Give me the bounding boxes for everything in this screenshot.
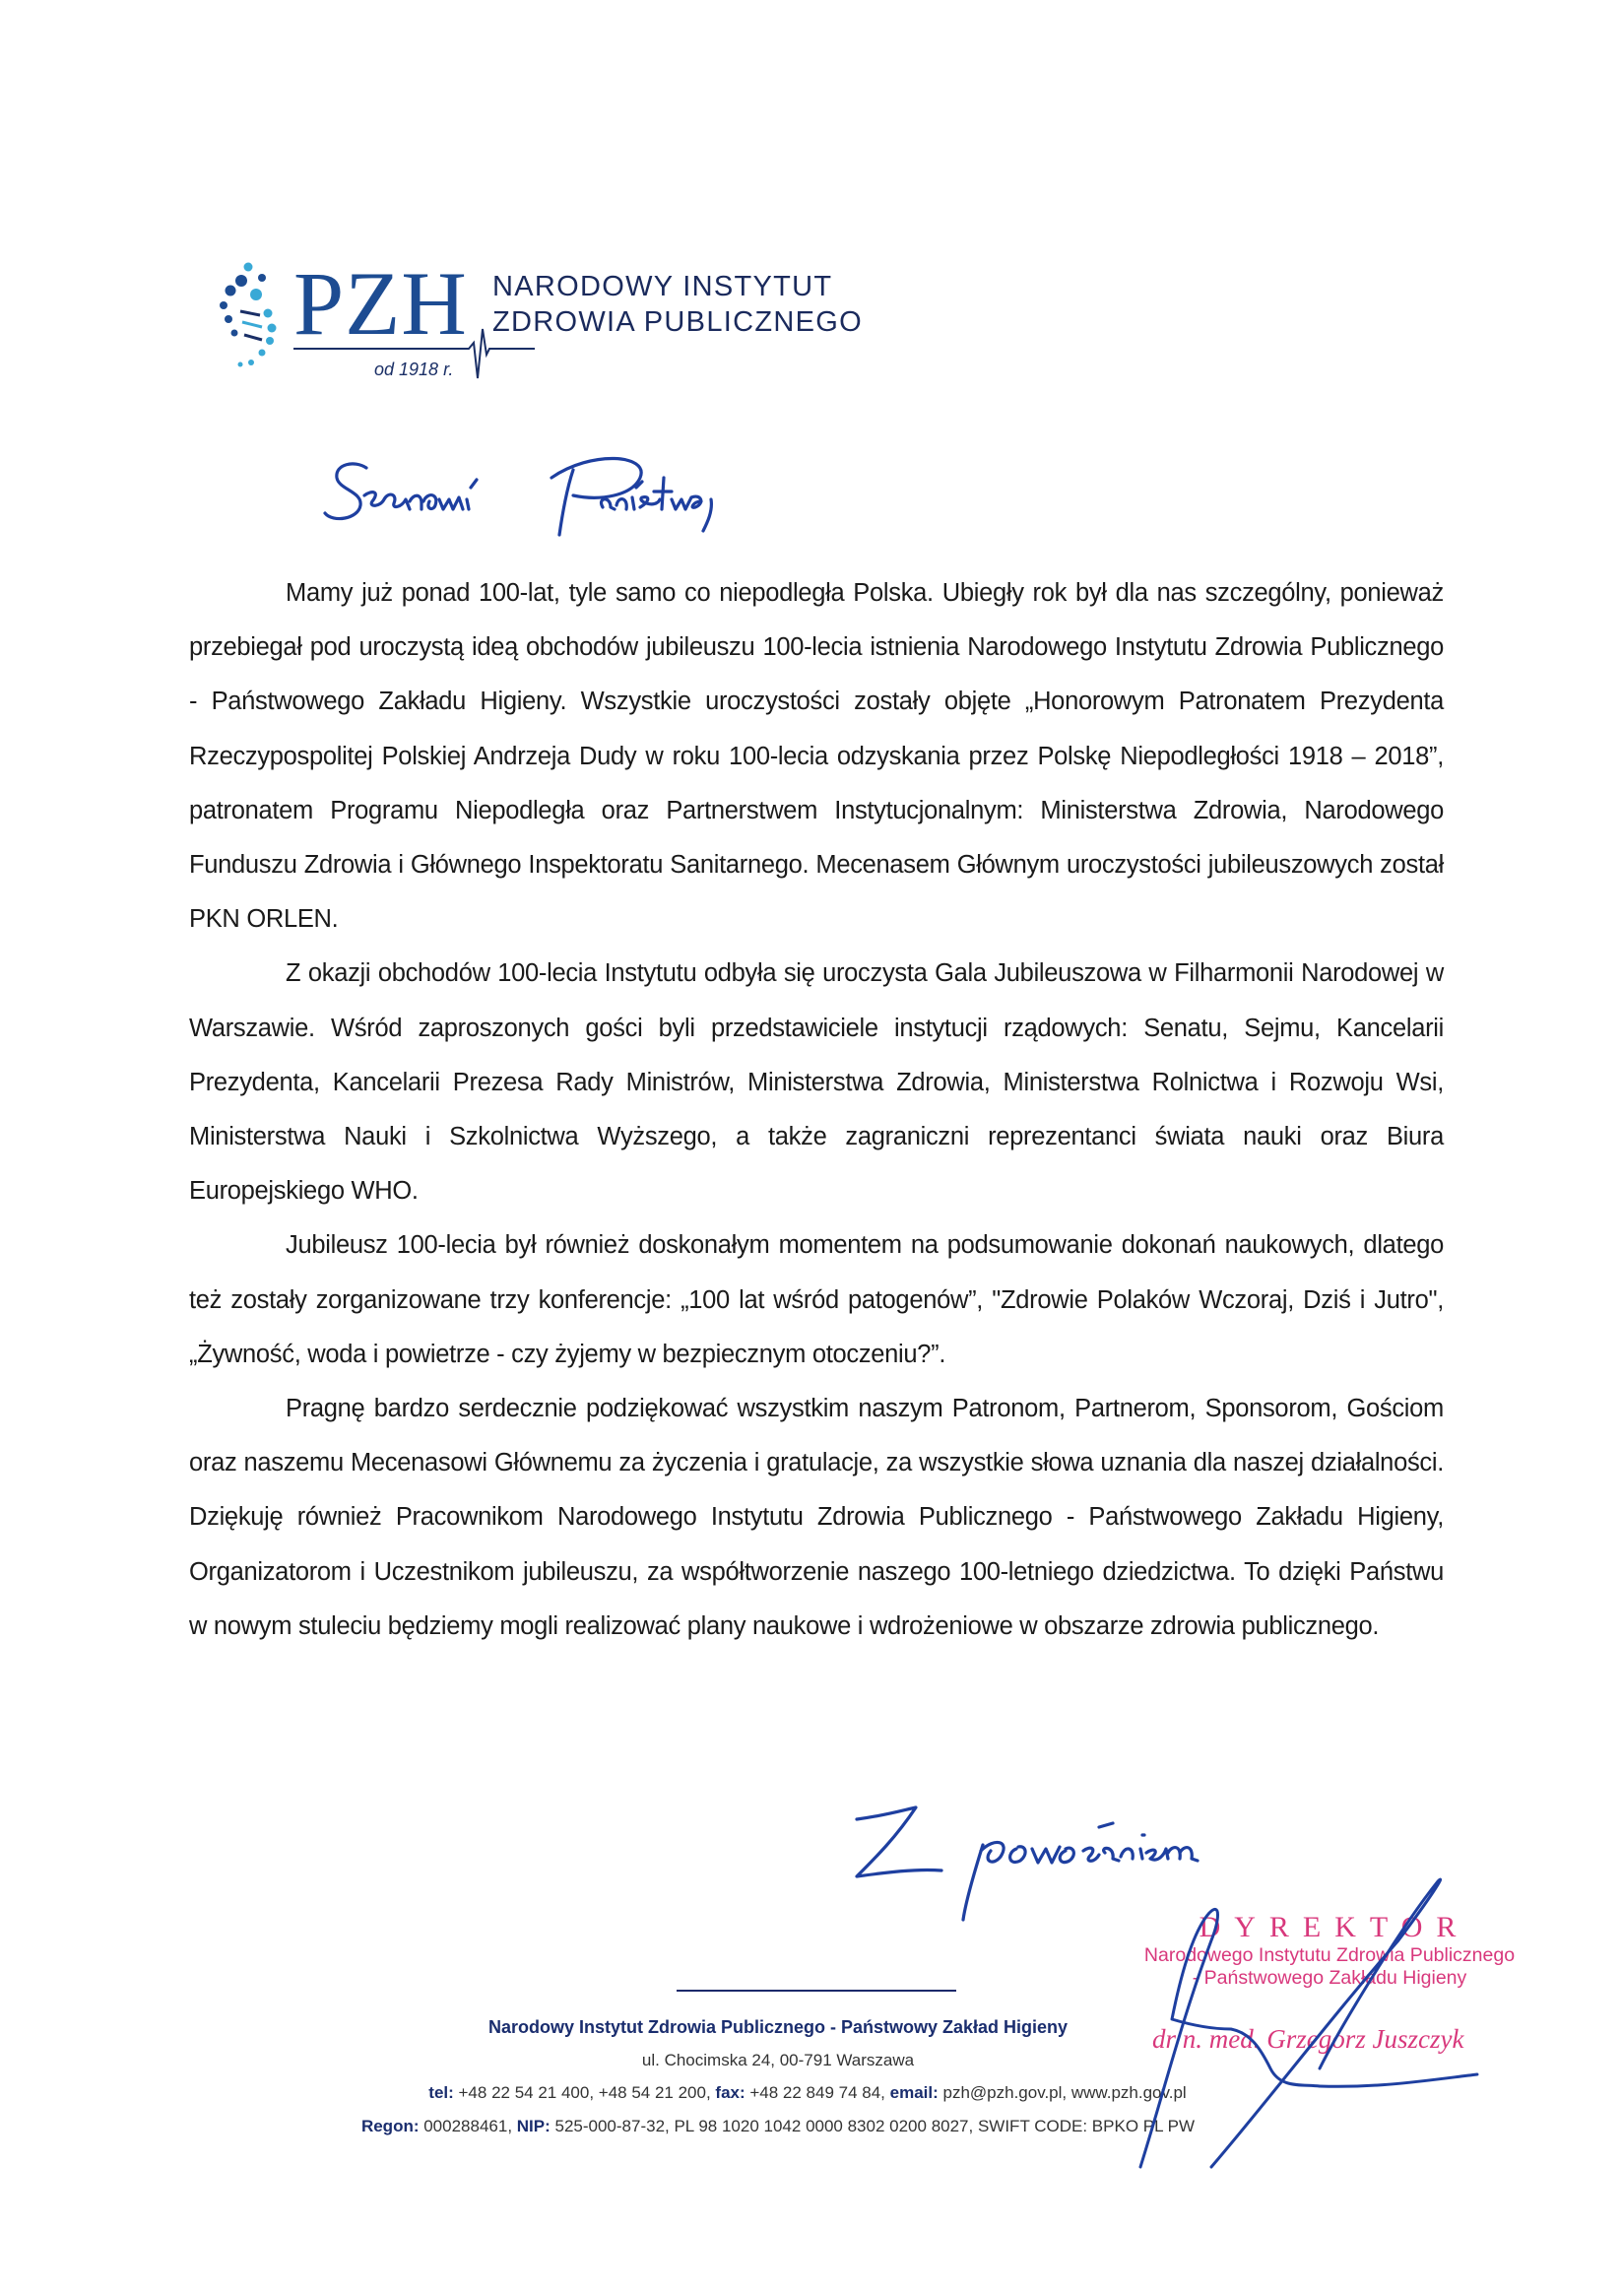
stamp-line1: Narodowego Instytutu Zdrowia Publicznego [1143,1944,1516,1966]
logo-name-line1: NARODOWY INSTYTUT [492,271,833,302]
molecule-dots-icon [219,258,288,371]
tel-label: tel: [428,2083,454,2102]
email-label: email: [889,2083,939,2102]
logo-since: od 1918 r. [374,360,454,379]
logo-acronym: PZH [293,253,468,354]
email-value[interactable]: pzh@pzh.gov.pl, www.pzh.gov.pl [938,2083,1187,2102]
paragraph: Mamy już ponad 100-lat, tyle samo co niepodległa Polska. Ubiegły rok był dla nas szczególny, ponieważ przebiegał pod uroczystą ideą obchodów jubileuszu 100-lecia istnienia Narodowego Instytutu Zdrowia Publicznego - Państwowego Zakładu Higieny. Wszystkie uroczystości zostały objęte „Honorowym Patronatem Prezydenta Rzeczypospolitej Polskiej Andrzeja Dudy w roku 100-lecia odzyskania przez Polskę Niepodległości 1918 – 2018”, patronatem Programu Niepodległa oraz Partnerstwem Instytucjonalnym: Ministerstwa Zdrowia, Narodowego Funduszu Zdrowia i Głównego Inspektoratu Sanitarnego. Mecenasem Głównym uroczystości jubileuszowych został PKN ORLEN. [189,579,1444,934]
handwritten-salutation [315,448,945,557]
fax-value: +48 22 849 74 84, [745,2083,890,2102]
nip-value: 525-000-87-32, PL 98 1020 1042 0000 8302 0200 8027, SWIFT CODE: BPKO PL PW [550,2117,1196,2135]
regon-label: Regon: [360,2117,420,2135]
nip-label: NIP: [516,2117,551,2135]
paragraph: Jubileusz 100-lecia był również doskonałym momentem na podsumowanie dokonań naukowych, dlatego też zostały zorganizowane trzy konferencje: „100 lat wśród patogenów”, "Zdrowie Polaków Wczoraj, Dziś i Jutro", „Żywność, woda i powietrze - czy żyjemy w bezpiecznym otoczeniu?”. [189,1231,1444,1368]
handwritten-signature [1103,1852,1517,2177]
footer-divider [677,1990,956,1992]
logo-name-line2: ZDROWIA PUBLICZNEGO [492,306,863,338]
stamp-line2: - Państwowego Zakładu Higieny [1192,1967,1467,1989]
regon-value: 000288461, [419,2117,517,2135]
paragraph: Pragnę bardzo serdecznie podziękować wszystkim naszym Patronom, Partnerom, Sponsorom, Gościom oraz naszemu Mecenasowi Głównemu za życzenia i gratulacje, za wszystkie słowa uznania dla naszej działalności. Dziękuję również Pracownikom Narodowego Instytutu Zdrowia Publicznego - Państwowego Zakładu Higieny, Organizatorom i Uczestnikom jubileuszu, za współtworzenie naszego 100-letniego dziedzictwa. To dzięki Państwu w nowym stuleciu będziemy mogli realizować plany naukowe i wdrożeniowe w obszarze zdrowia publicznego. [189,1395,1444,1640]
stamp-signatory-name: dr n. med. Grzegorz Juszczyk [1152,2024,1464,2054]
stamp-title: DYREKTOR [1199,1911,1470,1943]
footer-address: ul. Chocimska 24, 00-791 Warszawa [641,2051,915,2069]
fax-label: fax: [715,2083,746,2102]
paragraph: Z okazji obchodów 100-lecia Instytutu odbyła się uroczysta Gala Jubileuszowa w Filharmonii Narodowej w Warszawie. Wśród zaproszonych gości byli przedstawiciele instytucji rządowych: Senatu, Sejmu, Kancelarii Prezydenta, Kancelarii Prezesa Rady Ministrów, Ministerstwa Zdrowia, Ministerstwa Rolnictwa i Rozwoju Wsi, Ministerstwa Nauki i Szkolnictwa Wyższego, a także zagraniczni reprezentanci świata nauki oraz Biura Europejskiego WHO. [189,959,1444,1206]
footer-institution: Narodowy Instytut Zdrowia Publicznego - Państwowy Zakład Higieny [487,2017,1069,2037]
letter-body [189,566,1444,1654]
tel-value: +48 22 54 21 400, +48 54 21 200, [453,2083,716,2102]
